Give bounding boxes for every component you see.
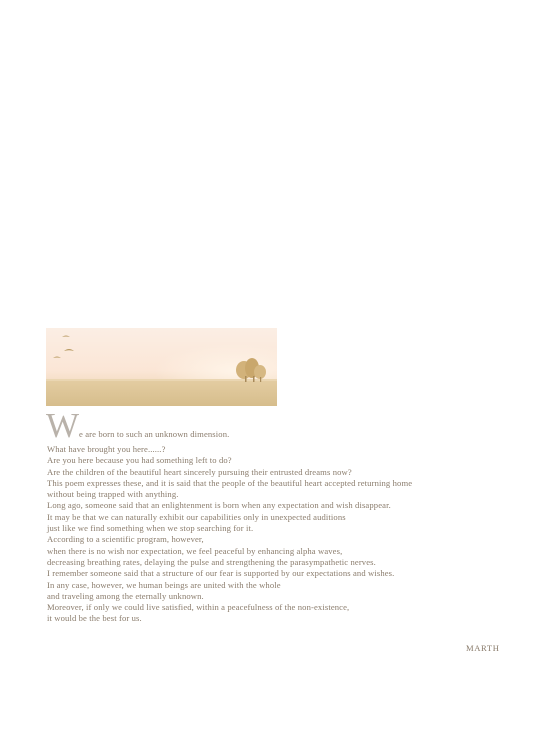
poem-line: Are the children of the beautiful heart sincerely pursuing their entrusted dreams now?: [47, 466, 352, 477]
poem-line: This poem expresses these, and it is said that the people of the beautiful heart accepted returning home: [47, 477, 413, 488]
poem-line: Long ago, someone said that an enlightenment is born when any expectation and wish disappear.: [47, 500, 391, 511]
poem-line: It may be that we can naturally exhibit our capabilities only in unexpected auditions: [47, 511, 346, 522]
landscape-banner-image: [46, 328, 277, 406]
poem-line: I remember someone said that a structure of our fear is supported by our expectations and wishes.: [47, 568, 395, 579]
poem-line: when there is no wish nor expectation, we feel peaceful by enhancing alpha waves,: [47, 545, 343, 556]
poem-line: it would be the best for us.: [47, 613, 142, 624]
poem-line: just like we find something when we stop searching for it.: [47, 523, 254, 534]
poem-line: What have brought you here......?: [47, 444, 166, 454]
poem-text: [46, 406, 527, 625]
landscape-illustration: [46, 328, 277, 406]
drop-cap-letter: W: [46, 406, 79, 445]
poem-line: decreasing breathing rates, delaying the pulse and strengthening the parasympathetic nerves.: [47, 556, 376, 567]
poem-first-line-text: e are born to such an unknown dimension.: [79, 429, 230, 439]
poem-line: Are you here because you had something left to do?: [47, 455, 232, 466]
poem-line: In any case, however, we human beings are united with the whole: [47, 579, 281, 590]
poem-line: without being trapped with anything.: [47, 489, 179, 500]
poem-line: According to a scientific program, however,: [47, 534, 204, 545]
poem-line: and traveling among the eternally unknown.: [47, 590, 204, 601]
poem-first-line: [46, 406, 527, 445]
poem-line: Moreover, if only we could live satisfied, within a peacefulness of the non-existence,: [47, 602, 350, 613]
author-signature: MARTH: [466, 643, 500, 653]
